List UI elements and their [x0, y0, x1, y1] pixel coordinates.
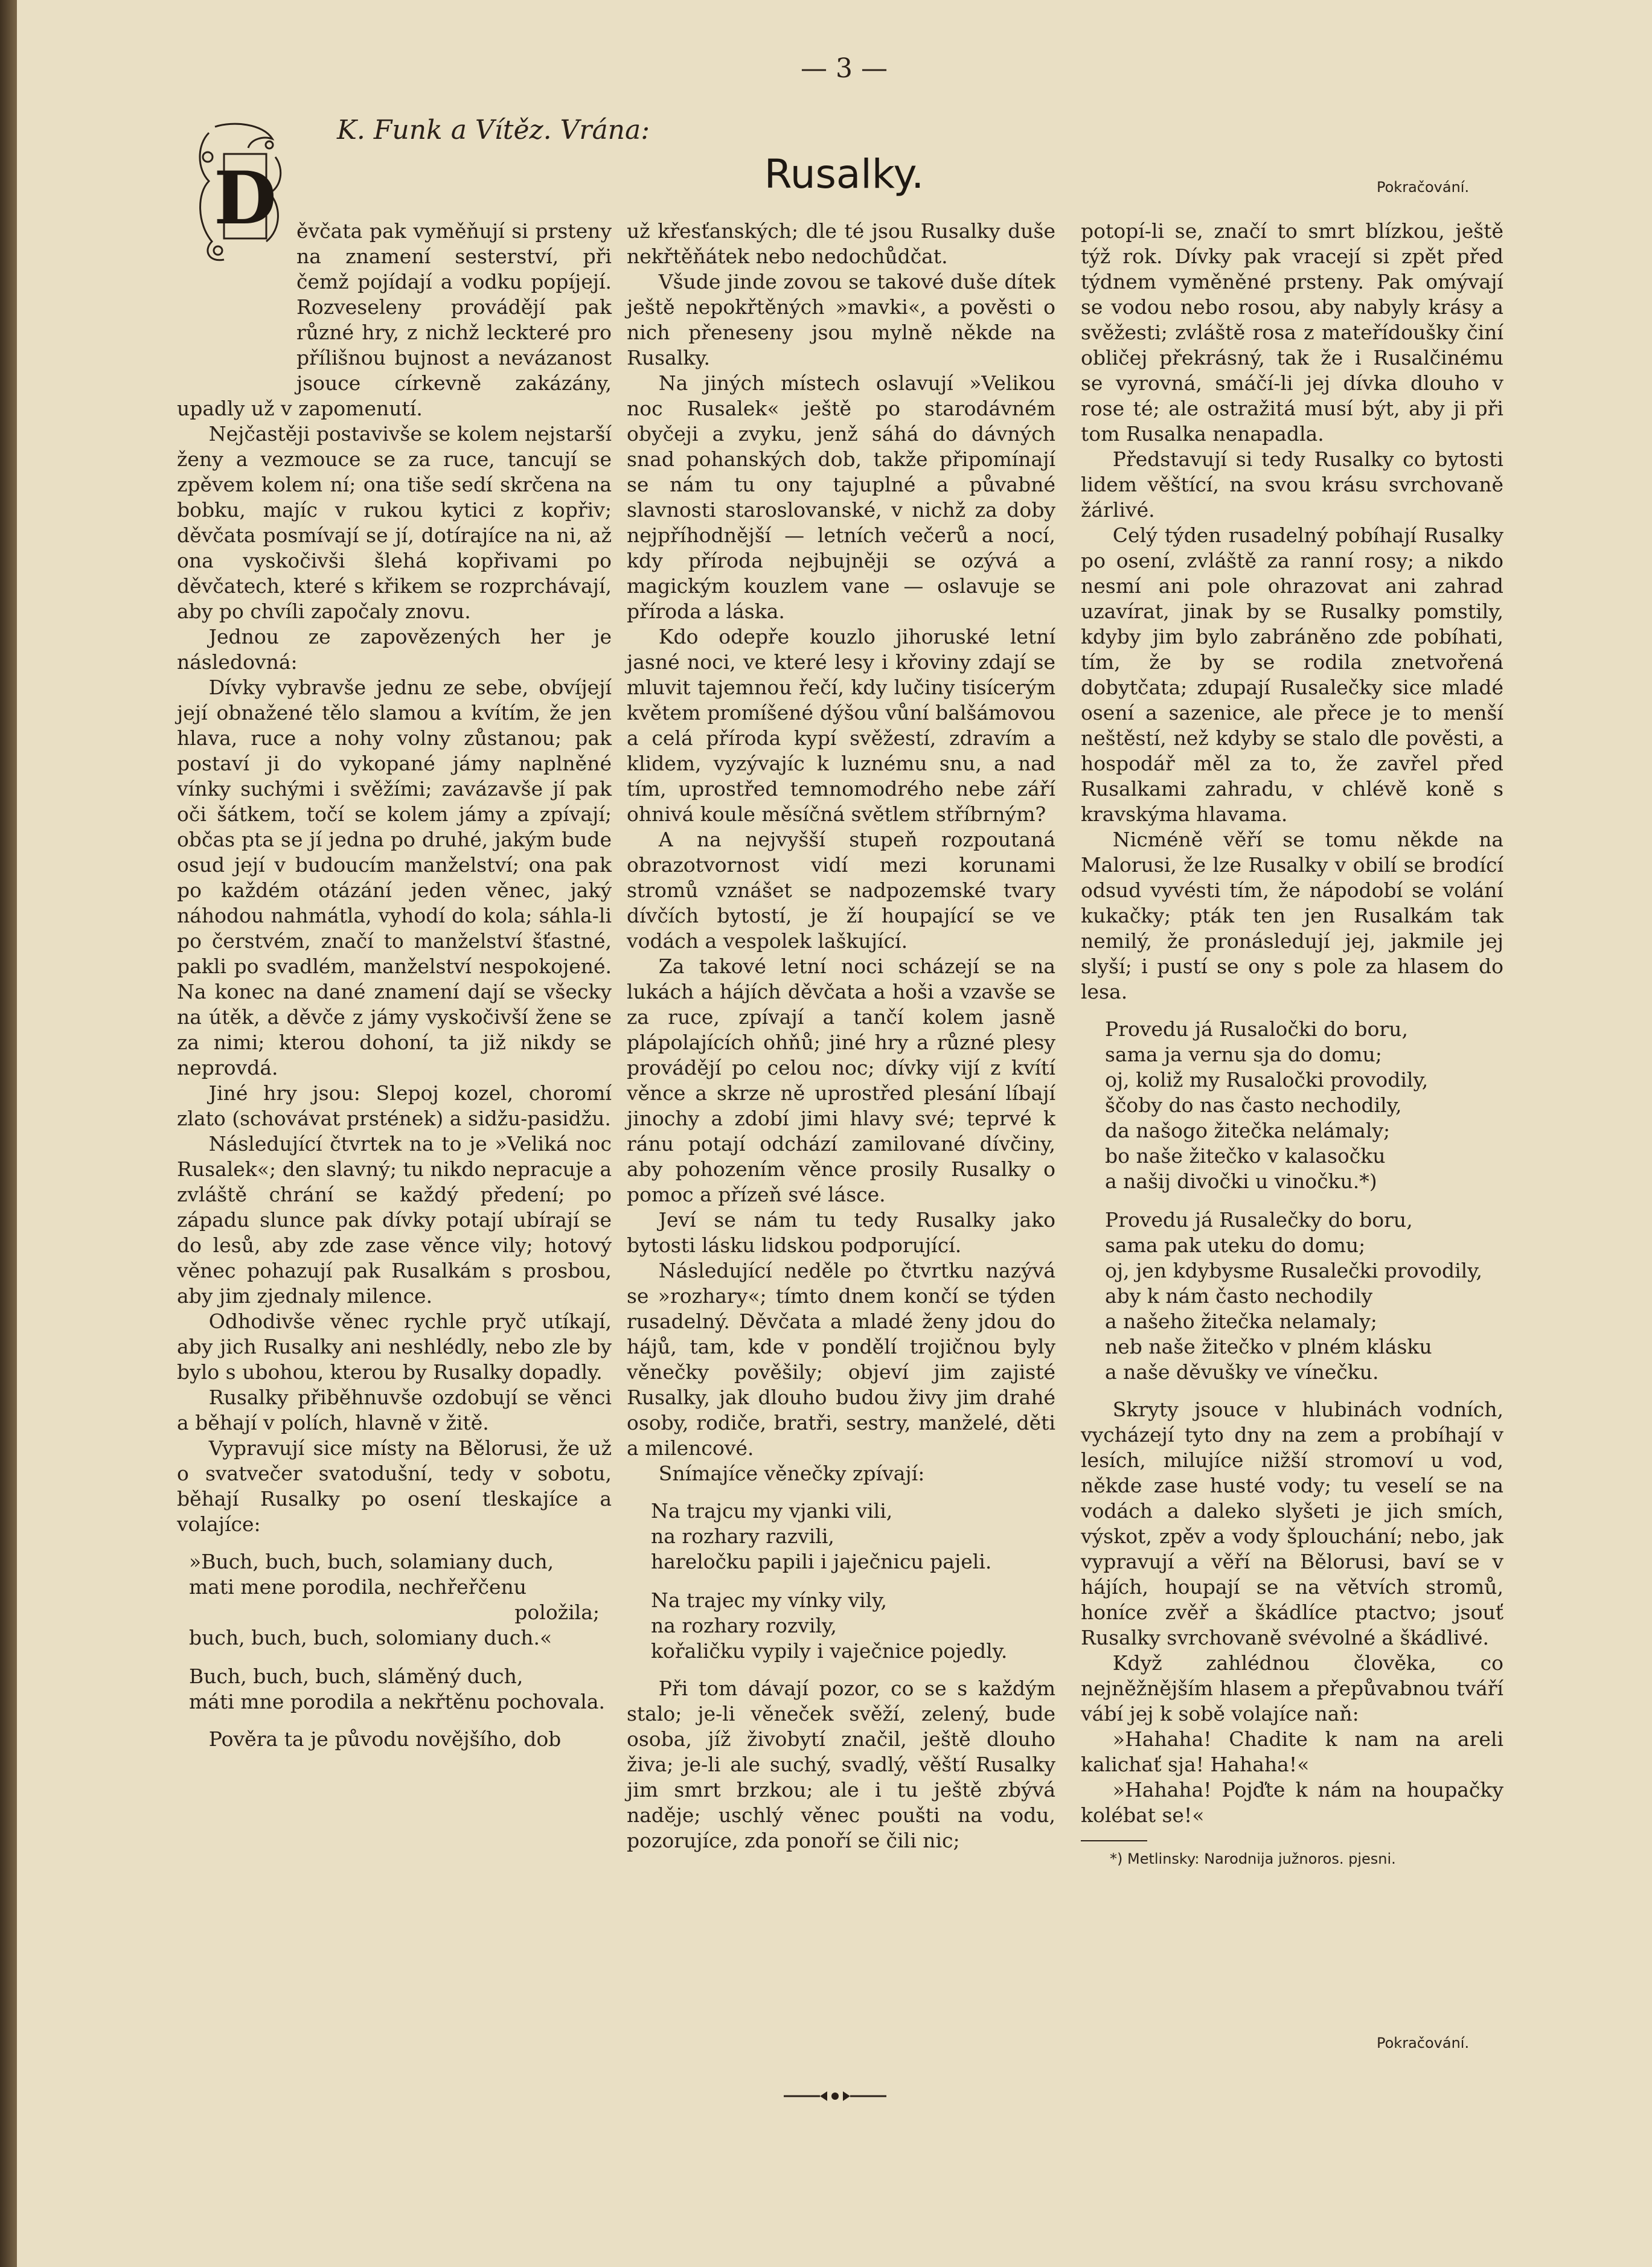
- verse-line: a našij divočki u vinočku.*): [1105, 1169, 1377, 1193]
- paragraph: »Hahaha! Chadite k nam na areli kalichať sja! Hahaha!«: [1081, 1727, 1503, 1776]
- verse-line: »Buch, buch, buch, solamiany duch,: [189, 1550, 554, 1573]
- verse-line: položila;: [514, 1600, 600, 1624]
- verse-line: Na trajcu my vjanki vili,: [651, 1499, 893, 1523]
- ornamental-initial: [191, 121, 287, 266]
- paragraph: Jednou ze zapovězených her je následovná:: [177, 625, 612, 674]
- footnote-rule: [1081, 1840, 1147, 1841]
- text-column-2: [627, 219, 1055, 1853]
- footnote: *) Metlinsky: Narodnija južnoros. pjesni.: [1110, 1850, 1396, 1867]
- text-column-3: [1081, 219, 1503, 1868]
- paragraph: Odhodivše věnec rychle pryč utíkají, aby jich Rusalky ani neshlédly, nebo zle by bylo s ubohou, kterou by Rusalky dopadly.: [177, 1309, 612, 1384]
- paragraph: Skryty jsouce v hlubinách vodních, vycházejí tyto dny na zem a probíhají v lesích, milujíce nižší stromoví u vod, někde zase husté vody; tu veselí se na vodách a daleko slyšeti je jich smích, výskot, zpěv a vody šplouchání; nebo, jak vypravují a věří na Bělorusi, baví se v hájích, houpají se na větvích stromů, honíce zvěř a škádlíce ptactvo; jsouť Rusalky svrchovaně svévolné a škádlivé.: [1081, 1398, 1503, 1649]
- verse-line: ščoby do nas často nechodily,: [1105, 1093, 1402, 1117]
- verse-line: na rozhary razvili,: [651, 1524, 834, 1548]
- paragraph: Při tom dávají pozor, co se s každým stalo; je-li věneček svěží, zelený, bude osoba, jíž živobytí značil, ještě dlouho živa; je-li ale suchý, svadlý, věští Rusalky jim smrt brzkou; ale i tu ještě zbývá naděje; uschlý věnec poušti na vodu, pozorujíce, zda ponoří se čili nic;: [627, 1677, 1055, 1852]
- paragraph: potopí-li se, značí to smrt blízkou, ještě týž rok. Dívky pak vracejí si zpět před týdnem vyměněné prsteny. Pak omývají se vodou nebo rosou, aby nabyly krásy a svěžesti; zvláště rosa z mateřídoušky činí obličej překrásný, tak že i Rusalčinému se vyrovná, smáčí-li jej dívka dlouho v rose té; ale ostražitá musí být, aby ji při tom Rusalka nenapadla.: [1081, 219, 1503, 446]
- verse-block: [1105, 1017, 1503, 1385]
- verse-line: sama ja vernu sja do domu;: [1105, 1043, 1382, 1066]
- verse-line: Provedu já Rusalečky do boru,: [1105, 1208, 1413, 1232]
- paragraph: Když zahlédnou člověka, co nejněžnějším hlasem a přepůvabnou tváří vábí jej k sobě volajíce naň:: [1081, 1651, 1503, 1725]
- paragraph: Vypravují sice místy na Bělorusi, že už o svatvečer svatodušní, tedy v sobotu, běhají Rusalky po osení tleskajíce a volajíce:: [177, 1436, 612, 1536]
- verse-line: kořaličku vypily i vaječnice pojedly.: [651, 1639, 1008, 1663]
- verse-line: neb naše žitečko v plném klásku: [1105, 1335, 1432, 1358]
- paragraph: ěvčata pak vyměňují si prsteny na znamení sesterství, při čemž pojídají a vodku popíjejí. Rozveseleny provádějí pak různé hry, z nichž leckteré pro přílišnou bujnost a nevázanost jsouce církevně zakázány, upadly už v zapomenutí.: [177, 219, 612, 420]
- verse-line: a naše děvušky ve vínečku.: [1105, 1360, 1379, 1384]
- verse-line: buch, buch, buch, solomiany duch.«: [189, 1626, 552, 1649]
- paragraph: Snímajíce věnečky zpívají:: [658, 1462, 925, 1485]
- paragraph: Rusalky přiběhnuvše ozdobují se věnci a běhají v polích, hlavně v žitě.: [177, 1386, 612, 1434]
- verse-line: Provedu já Rusaločki do boru,: [1105, 1017, 1408, 1041]
- page-sheet: [17, 0, 1652, 2267]
- paragraph: Nejčastěji postavivše se kolem nejstarší ženy a vezmouce se za ruce, tancují se zpěvem kolem ní; ona tiše sedí skrčena na bobku, majíc v rukou kytici z kopřiv; děvčata posmívají se jí, dotírajíce na ni, až ona vyskočivši šlehá kopřivami po děvčatech, které s křikem se rozprchávají, aby po chvíli započaly znovu.: [177, 422, 612, 623]
- verse-line: na rozhary rozvily,: [651, 1614, 837, 1637]
- verse-line: sama pak uteku do domu;: [1105, 1233, 1366, 1257]
- verse-block: [189, 1549, 612, 1715]
- article-authors: K. Funk a Vítěz. Vrána:: [337, 115, 650, 145]
- verse-line: a našeho žitečka nelamaly;: [1105, 1309, 1377, 1333]
- paragraph: Za takové letní noci scházejí se na lukách a hájích děvčata a hoši a vzavše se za ruce, zpívají a tančí kolem jasně plápolajících ohňů; jiné hry a různé plesy provádějí po celou noc; dívky vijí z kvítí věnce a skrze ně uprostřed plesání líbají jinochy a zdobí jimi hlavy své; teprvé k ránu potají odchází zamilované dívčiny, aby pohozením věnce prosily Rusalky o pomoc a přízeň své lásce.: [627, 954, 1055, 1206]
- paragraph: Nicméně věří se tomu někde na Malorusi, že lze Rusalky v obilí se brodící odsud vyvésti tím, že nápodobí se volání kukačky; pták ten jen Rusalkám tak nemilý, že pronásledují jej, jakmile jej slyší; i pustí se ony s pole za hlasem do lesa.: [1081, 828, 1503, 1003]
- initial-letter: D: [213, 156, 277, 241]
- continuation-note-bottom: Pokračování.: [1377, 2035, 1470, 2051]
- page-number: — 3 —: [801, 53, 888, 84]
- verse-line: oj, koliž my Rusaločki provodily,: [1105, 1068, 1429, 1092]
- continuation-note-top: Pokračování.: [1377, 179, 1470, 196]
- end-ornament: [784, 2089, 886, 2103]
- paragraph: Kdo odepře kouzlo jihoruské letní jasné noci, ve které lesy i křoviny zdají se mluvit tajemnou řečí, kdy lučiny tisícerým květem promíšené dýšou vůní balšámovou a celá příroda kypí svěžestí, zdravím a klidem, vyzývajíc k luznému snu, a nad tím, uprostřed temnomodrého nebe září ohnivá koule měsíčná světlem stříbrným?: [627, 625, 1055, 826]
- paragraph: Jiné hry jsou: Slepoj kozel, choromí zlato (schovávat prstének) a sidžu-pasidžu.: [177, 1081, 612, 1130]
- verse-line: oj, jen kdybysme Rusalečki provodily,: [1105, 1259, 1482, 1282]
- paragraph: »Hahaha! Pojďte k nám na houpačky kolébat se!«: [1081, 1778, 1503, 1827]
- paragraph: Následující neděle po čtvrtku nazývá se »rozhary«; tímto dnem končí se týden rusadelný. Děvčata a mladé ženy jdou do hájů, tam, kde v pondělí trojičnou byly věnečky pověšily; objeví jim zajisté Rusalky, jak dlouho budou živy jim drahé osoby, rodiče, bratři, sestry, manželé, děti a milencové.: [627, 1259, 1055, 1460]
- paragraph: Všude jinde zovou se takové duše dítek ještě nepokřtěných »mavki«, a pověsti o nich přeneseny jsou mylně někde na Rusalky.: [627, 270, 1055, 369]
- binding-edge: [0, 0, 17, 2267]
- paragraph: už křesťanských; dle té jsou Rusalky duše nekřtěňátek nebo nedochůdčat.: [627, 219, 1055, 268]
- paragraph: Pověra ta je původu novějšího, dob: [208, 1727, 562, 1751]
- paragraph: A na nejvyšší stupeň rozpoutaná obrazotvornost vidí mezi korunami stromů vznášet se nadpozemské tvary dívčích bytostí, je ží houpající se ve vodách a vespolek laškující.: [627, 828, 1055, 953]
- paragraph: Celý týden rusadelný pobíhají Rusalky po osení, zvláště za ranní rosy; a nikdo nesmí ani pole ohrazovat ani zahrad uzavírat, jinak by se Rusalky pomstily, kdyby jim bylo zabráněno zde pobíhati, tím, že by se rodila znetvořená dobytčata; zdupají Rusalečky sice mladé osení a sazenice, ale přece je to menší neštěstí, než kdyby se stalo dle pověsti, a hospodář měl za to, že zavřel před Rusalkami zahradu, v chlévě koně s kravskýma hlavama.: [1081, 523, 1503, 826]
- verse-line: máti mne porodila a nekřtěnu pochovala.: [189, 1690, 606, 1713]
- paragraph: Dívky vybravše jednu ze sebe, obvíjejí její obnažené tělo slamou a kvítím, že jen hlava, ruce a nohy volny zůstanou; pak postaví ji do vykopané jámy naplněné vínky suchými i svěžími; zavázavše jí pak oči šátkem, točí se kolem jámy a zpívají; občas pta se jí jedna po druhé, jakým bude osud její v budoucím manželství; ona pak po každém otázání jeden věnec, jaký náhodou nahmátla, vyhodí do kola; sáhla-li po čerstvém, značí to manželství šťastné, pakli po svadlém, manželství nespokojené. Na konec na dané znamení dají se všecky na útěk, a děvče z jámy vyskočivší žene se za nimi; kterou dohoní, ta již nikdy se neprovdá.: [177, 676, 612, 1079]
- verse-line: Buch, buch, buch, sláměný duch,: [189, 1664, 523, 1688]
- paragraph: Na jiných místech oslavují »Velikou noc Rusalek« ještě po starodávném obyčeji a zvyku, jenž sáhá do dávných snad pohanských dob, takže připomínají se nám tu ony tajuplné a půvabné slavnosti staroslovanské, v nichž za doby nejpříhodnější — letních večerů a nocí, kdy příroda nejbujněji se ozývá a magickým kouzlem vane — oslavuje se příroda a láska.: [627, 371, 1055, 623]
- verse-line: mati mene porodila, nechřeřčenu: [189, 1575, 527, 1599]
- paragraph: Představují si tedy Rusalky co bytosti lidem věštící, na svou krásu svrchovaně žárlivé.: [1081, 447, 1503, 522]
- paragraph: Jeví se nám tu tedy Rusalky jako bytosti lásku lidskou podporující.: [627, 1208, 1055, 1257]
- verse-line: aby k nám často nechodily: [1105, 1284, 1373, 1308]
- text-column-1: [177, 219, 612, 1752]
- paragraph: Následující čtvrtek na to je »Veliká noc Rusalek«; den slavný; tu nikdo nepracuje a zvláště chrání se každý předení; po západu slunce pak dívky potají ubírají se do lesů, aby zde zase věnce vily; hotový věnec pohazují pak Rusalkám s prosbou, aby jim zjednaly milence.: [177, 1132, 612, 1308]
- verse-line: hareločku papili i jaječnicu pajeli.: [651, 1550, 992, 1573]
- scroll-ornament-top: [215, 124, 272, 148]
- verse-block: [651, 1498, 1055, 1664]
- verse-line: Na trajec my vínky vily,: [651, 1588, 887, 1612]
- article-title: Rusalky.: [764, 151, 924, 197]
- verse-line: bo naše žitečko v kalasočku: [1105, 1144, 1386, 1168]
- verse-line: da našogo žitečka nelámaly;: [1105, 1119, 1391, 1142]
